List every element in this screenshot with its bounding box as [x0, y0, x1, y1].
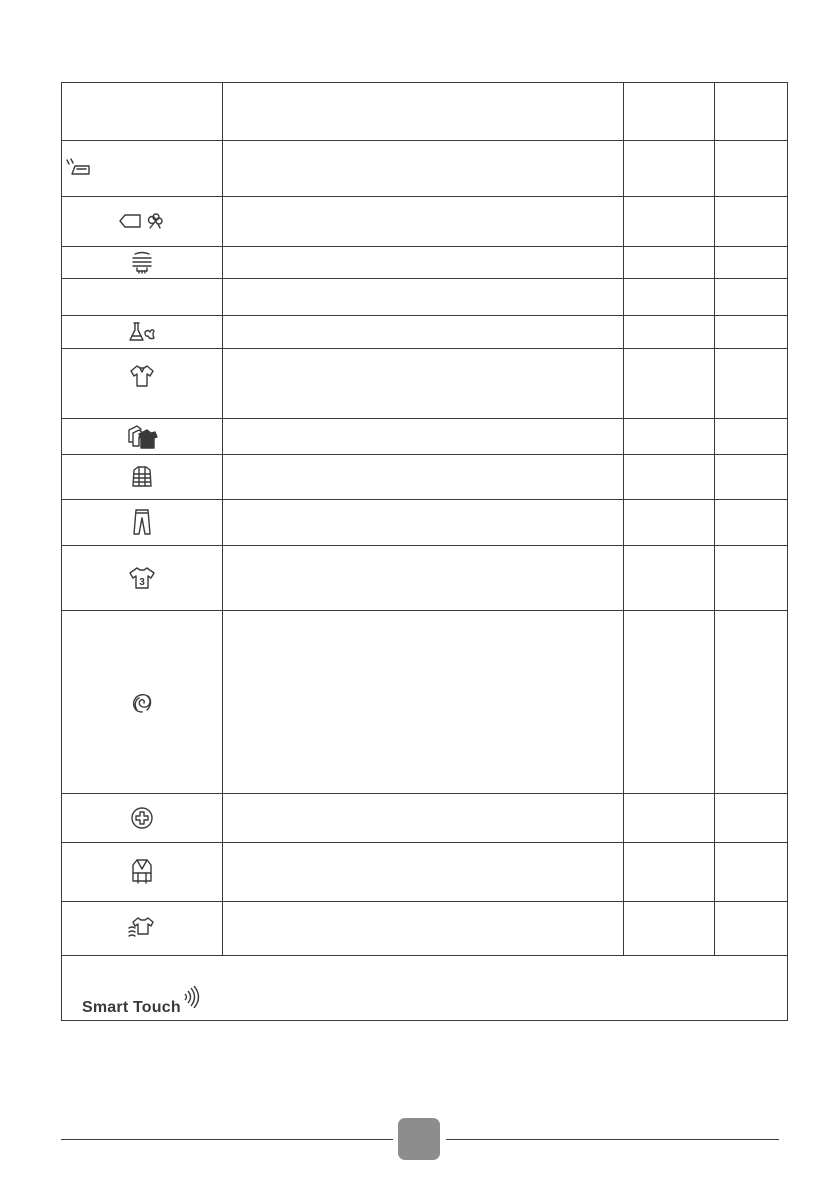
spin-drain-icon: [62, 246, 222, 278]
mixed-colors-icon: [62, 418, 222, 454]
sports-shirt-3-icon: [62, 545, 222, 610]
iron-steam-icon: [62, 140, 222, 196]
page-number-badge: [398, 1118, 440, 1160]
cotton-tag-icon: [62, 196, 222, 246]
footer-rule-left: [61, 1139, 393, 1140]
footer-rule-right: [446, 1139, 779, 1140]
bathrobe-icon: [62, 842, 222, 901]
col-divider-3: [714, 83, 715, 956]
shirt-icon: [62, 348, 222, 404]
col-divider-1: [222, 83, 223, 956]
stain-flask-icon: [62, 315, 222, 348]
jeans-icon: [62, 499, 222, 545]
hygiene-plus-icon: [62, 793, 222, 842]
rinse-shirt-icon: [62, 901, 222, 955]
svg-text:3: 3: [139, 576, 145, 588]
wool-icon: [62, 610, 222, 793]
smart-touch-label: Smart Touch: [82, 999, 181, 1016]
nfc-signal-icon: [182, 986, 200, 1008]
row-divider: [62, 955, 787, 956]
col-divider-2: [623, 83, 624, 956]
duvet-jacket-icon: [62, 454, 222, 499]
row-divider: [62, 278, 787, 279]
programme-table: [61, 82, 788, 1021]
smart-touch-logo: [82, 976, 200, 1016]
